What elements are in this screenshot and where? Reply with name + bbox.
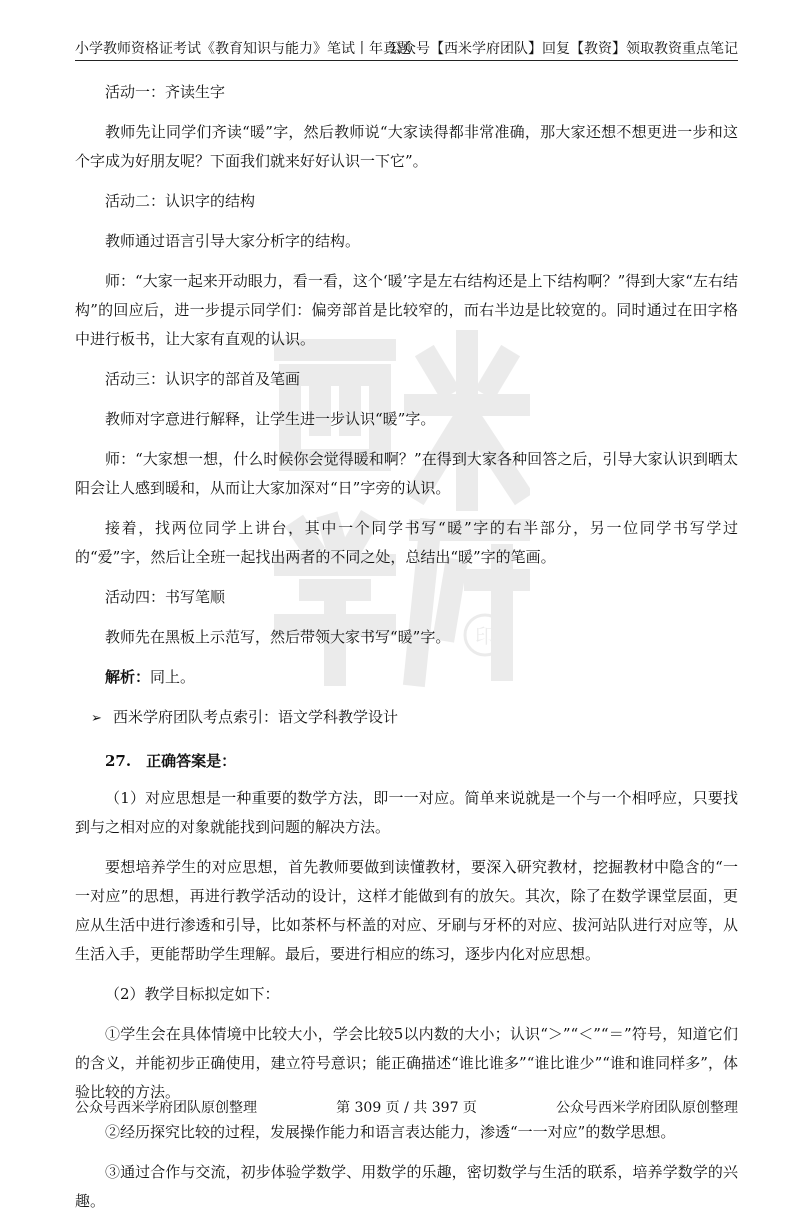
document-body xyxy=(75,78,738,1227)
paragraph: 教师先让同学们齐读“暖”字，然后教师说“大家读得都非常准确，那大家还想不想更进一步和这个字成为好朋友呢？下面我们就来好好认识一下它”。 xyxy=(75,123,738,170)
page-number: 第 309 页 / 共 397 页 xyxy=(336,1100,477,1116)
paragraph: 教师对字意进行解释，让学生进一步认识“暖”字。 xyxy=(105,410,436,428)
footer-left: 公众号西米学府团队原创整理 xyxy=(75,1100,257,1116)
paragraph: （1）对应思想是一种重要的数学方法，即一一对应。简单来说就是一个与一个相呼应，只要找到与之相对应的对象就能找到问题的解决方法。 xyxy=(75,789,738,836)
header-promo: 公众号【西米学府团队】回复【教资】领取教资重点笔记 xyxy=(388,41,738,57)
paragraph: ②经历探究比较的过程，发展操作能力和语言表达能力，渗透“一一对应”的数学思想。 xyxy=(105,1123,676,1141)
paragraph: 教师先在黑板上示范写，然后带领大家书写“暖”字。 xyxy=(105,628,451,646)
answer-heading: 27. 正确答案是： xyxy=(105,752,237,770)
paragraph: ①学生会在具体情境中比较大小，学会比较5以内数的大小；认识“＞”“＜”“＝”符号，知道它们的含义，并能初步正确使用，建立符号意识；能正确描述“谁比谁多”“谁比谁少”“谁和谁同样多”，体验比较的方法。 xyxy=(75,1025,738,1101)
index-note xyxy=(75,703,738,733)
footer-right: 公众号西米学府团队原创整理 xyxy=(556,1100,738,1116)
paragraph: （2）教学目标拟定如下： xyxy=(105,985,280,1003)
analysis-label: 解析： xyxy=(105,668,151,686)
page-header xyxy=(75,34,738,61)
paragraph: 师：“大家一起来开动眼力，看一看，这个‘暖’字是左右结构还是上下结构啊？”得到大家“左右结构”的回应后，进一步提示同学们：偏旁部首是比较窄的，而右半边是比较宽的。同时通过在田字格中进行板书，让大家有直观的认识。 xyxy=(75,272,738,348)
analysis-text: 同上。 xyxy=(150,668,196,686)
analysis-paragraph xyxy=(75,663,738,692)
watermark-seal: 印 xyxy=(475,624,495,648)
paragraph: 活动一：齐读生字 xyxy=(105,83,226,101)
paragraph: 活动二：认识字的结构 xyxy=(105,192,256,210)
paragraph: 教师通过语言引导大家分析字的结构。 xyxy=(105,232,361,250)
paragraph: 活动四：书写笔顺 xyxy=(105,588,226,606)
paragraph: 要想培养学生的对应思想，首先教师要做到读懂教材，要深入研究教材，挖掘教材中隐含的“一一对应”的思想，再进行教学活动的设计，这样才能做到有的放矢。其次，除了在数学课堂层面，更应从生活中进行渗透和引导，比如茶杯与杯盖的对应、牙刷与牙杯的对应、拔河站队进行对应等，从生活入手，更能帮助学生理解。最后，要进行相应的练习，逐步内化对应思想。 xyxy=(75,858,738,963)
paragraph: ③通过合作与交流，初步体验学数学、用数学的乐趣，密切数学与生活的联系，培养学数学的兴趣。 xyxy=(75,1163,738,1210)
index-note-text: 西米学府团队考点索引：语文学科教学设计 xyxy=(113,708,399,726)
paragraph: 师：“大家想一想，什么时候你会觉得暖和啊？”在得到大家各种回答之后，引导大家认识到晒太阳会让人感到暖和，从而让大家加深对“日”字旁的认识。 xyxy=(75,450,738,497)
arrow-bullet-icon: ➢ xyxy=(91,711,102,726)
paragraph: 接着，找两位同学上讲台，其中一个同学书写“暖”字的右半部分，另一位同学书写学过的“爱”字，然后让全班一起找出两者的不同之处，总结出“暖”字的笔画。 xyxy=(75,519,738,566)
header-title: 小学教师资格证考试《教育知识与能力》笔试丨年真题 xyxy=(75,41,411,57)
paragraph: 活动三：认识字的部首及笔画 xyxy=(105,370,301,388)
